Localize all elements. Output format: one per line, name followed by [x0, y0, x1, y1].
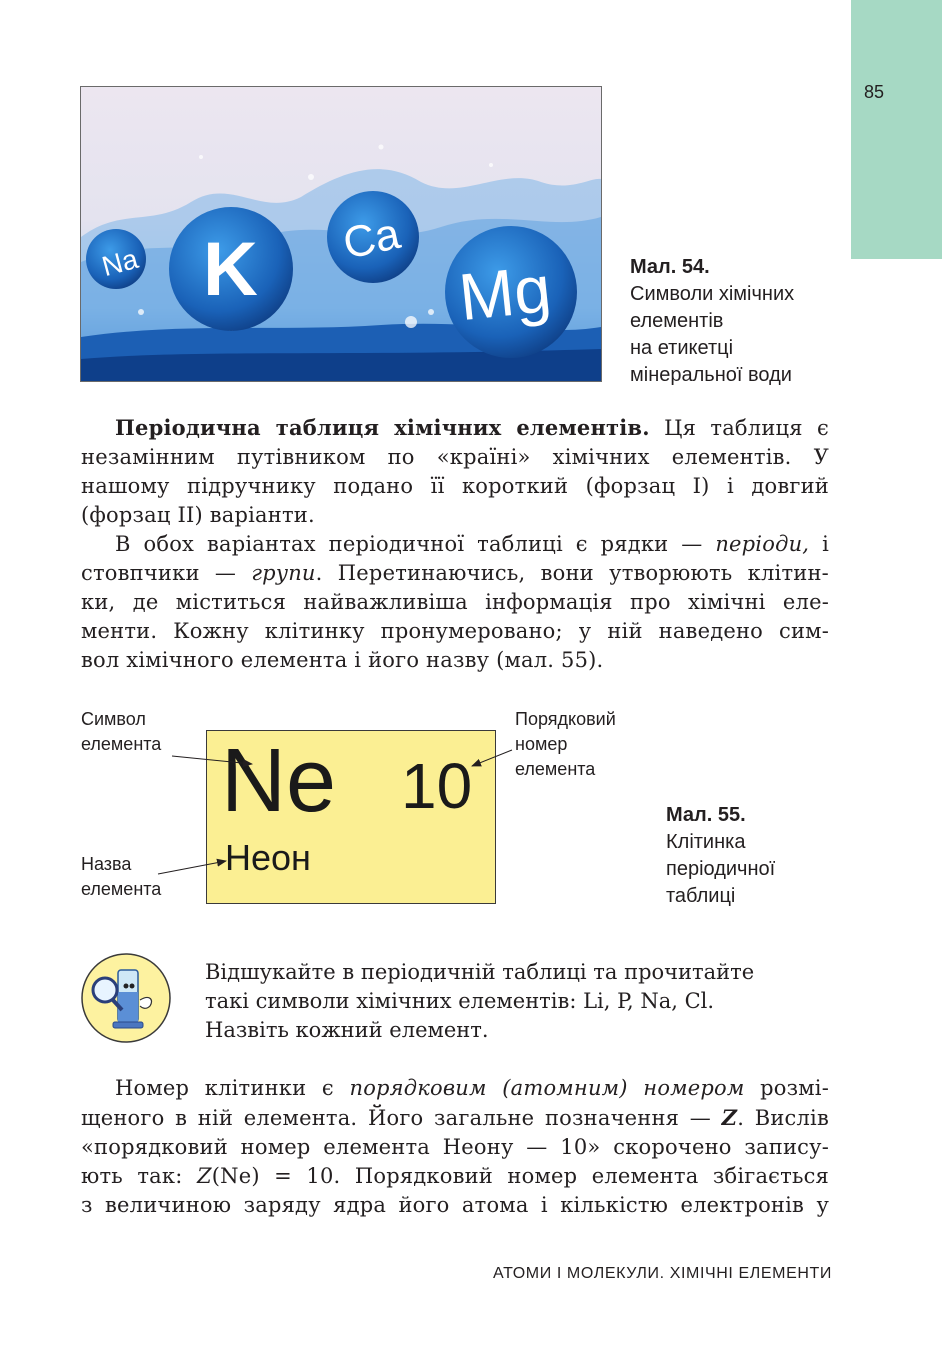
- arrow-number: [472, 750, 512, 766]
- atomic-number-paragraph: [81, 1074, 829, 1220]
- label-symbol: Символ елемента: [81, 709, 162, 754]
- paragraph-line: Періодична таблиця хімічних елементів. Ця таблиця є: [115, 415, 829, 440]
- term-atomic-number: порядковим (атомним) номером: [349, 1076, 745, 1100]
- paragraph-line: (форзац II) варіанти.: [81, 503, 315, 527]
- paragraph-line: нашому підручнику подано її короткий (форзац I) і довгий: [81, 474, 829, 498]
- paragraph-line: ють так: Z(Ne) = 10. Порядковий номер елемента збігається: [81, 1164, 830, 1188]
- label-number: Порядковий номер елемента: [515, 709, 616, 779]
- task-line: Назвіть кожний елемент.: [205, 1018, 489, 1042]
- caption-line: елементів: [630, 310, 724, 332]
- caption-line: мінеральної води: [630, 364, 792, 386]
- caption-line: таблиці: [666, 885, 736, 907]
- element-name: Неон: [225, 837, 311, 878]
- paragraph-line: стовпчики — групи. Перетинаючись, вони утворюють клітин-: [81, 561, 829, 585]
- caption-line: на етикетці: [630, 337, 734, 359]
- element-number: 10: [401, 750, 473, 822]
- task-line: такі символи хімічних елементів: Li, P, Na, Cl.: [205, 989, 715, 1013]
- caption-line: Символи хімічних: [630, 283, 795, 305]
- paragraph-line: менти. Кожну клітинку пронумеровано; у ній наведено сим-: [81, 619, 829, 643]
- figure-55-caption: [666, 802, 775, 910]
- symbol-na: Na: [98, 242, 142, 283]
- paragraph-line: щеного в ній елемента. Його загальне позначення — Z. Вислів: [81, 1105, 829, 1130]
- symbol-k: K: [203, 227, 258, 312]
- symbol-ca: Ca: [338, 209, 405, 269]
- task-line: Відшукайте в періодичній таблиці та прочитайте: [205, 960, 755, 984]
- paragraph-line: Номер клітинки є порядковим (атомним) номером розмі-: [115, 1076, 830, 1100]
- running-footer: АТОМИ І МОЛЕКУЛИ. ХІМІЧНІ ЕЛЕМЕНТИ: [493, 1265, 832, 1282]
- term-periods: періоди,: [715, 532, 810, 556]
- paragraph-line: незамінним путівником по «країні» хімічних елементів. У: [81, 445, 829, 469]
- section-heading: Періодична таблиця хімічних елементів.: [115, 415, 650, 440]
- symbol-mg: Mg: [455, 251, 555, 335]
- arrow-name: [158, 861, 226, 874]
- caption-line: Клітинка: [666, 831, 746, 853]
- label-name: Назва елемента: [81, 854, 162, 899]
- element-symbol: Ne: [221, 731, 337, 831]
- paragraph-line: з величиною заряду ядра його атома і кількістю електронів у: [81, 1193, 829, 1217]
- paragraph-line: В обох варіантах періодичної таблиці є рядки — періоди, і: [115, 532, 829, 556]
- magnifier-beaker-icon: [80, 952, 172, 1044]
- symbol-z: Z: [721, 1105, 738, 1130]
- arrow-symbol: [172, 756, 252, 764]
- task-text: [205, 958, 754, 1045]
- symbol-z-inline: Z: [196, 1164, 212, 1188]
- paragraph-line: вол хімічного елемента і його назву (мал. 55).: [81, 648, 604, 672]
- paragraph-line: «порядковий номер елемента Неону — 10» скорочено запису-: [81, 1135, 829, 1159]
- paragraph-line: ки, де міститься найважливіша інформація про хімічні еле-: [81, 590, 829, 614]
- figure-55-number: Мал. 55.: [666, 804, 746, 826]
- figure-54-number: Мал. 54.: [630, 256, 710, 278]
- page-number: 85: [864, 82, 885, 102]
- caption-line: періодичної: [666, 858, 776, 880]
- term-groups: групи: [251, 561, 316, 585]
